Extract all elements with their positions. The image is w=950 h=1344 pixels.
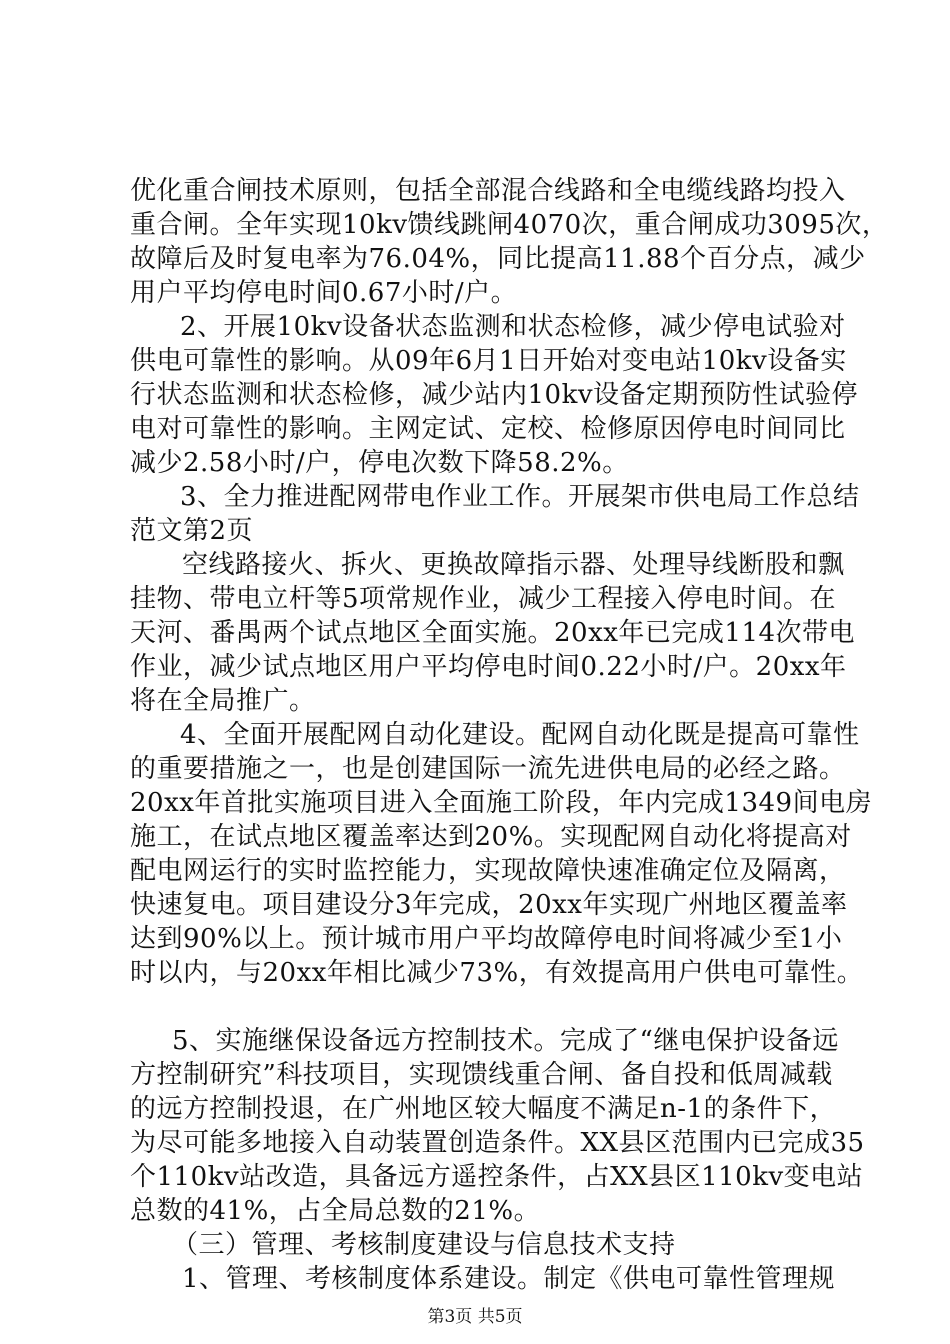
body-text-line: 空线路接火、拆火、更换故障指示器、处理导线断股和飘 (182, 550, 845, 580)
body-text-line: 个110kv站改造，具备远方遥控条件，占XX县区110kv变电站 (130, 1162, 864, 1192)
page-number-footer: 第3页 共5页 (427, 1307, 523, 1327)
body-text-line: 作业，减少试点地区用户平均停电时间0.22小时/户。20xx年 (130, 652, 847, 682)
body-text-line: 范文第2页 (130, 516, 254, 546)
body-text-line: 减少2.58小时/户，停电次数下降58.2%。 (130, 448, 629, 478)
body-text-line: 快速复电。项目建设分3年完成，20xx年实现广州地区覆盖率 (130, 890, 848, 920)
body-text-line: 用户平均停电时间0.67小时/户。 (130, 278, 518, 308)
body-text-line: 2、开展10kv设备状态监测和状态检修，减少停电试验对 (180, 312, 846, 342)
body-text-line: 配电网运行的实时监控能力，实现故障快速准确定位及隔离， (130, 856, 846, 886)
body-text-line: 为尽可能多地接入自动装置创造条件。XX县区范围内已完成35 (130, 1128, 865, 1158)
body-text-line: 20xx年首批实施项目进入全面施工阶段，年内完成1349间电房 (130, 788, 873, 818)
body-text-line: 天河、番禺两个试点地区全面实施。20xx年已完成114次带电 (130, 618, 856, 648)
body-text-line: 将在全局推广。 (130, 686, 316, 716)
body-text-line: 5、实施继保设备远方控制技术。完成了“继电保护设备远 (172, 1026, 839, 1056)
body-text-line: 1、管理、考核制度体系建设。制定《供电可靠性管理规 (182, 1264, 836, 1294)
body-text-line: 挂物、带电立杆等5项常规作业，减少工程接入停电时间。在 (130, 584, 837, 614)
body-text-line: 故障后及时复电率为76.04%，同比提高11.88个百分点，减少 (130, 244, 866, 274)
section-heading: （三）管理、考核制度建设与信息技术支持 (172, 1230, 676, 1260)
body-text-line: 施工，在试点地区覆盖率达到20%。实现配网自动化将提高对 (130, 822, 852, 852)
body-text-line: 行状态监测和状态检修，减少站内10kv设备定期预防性试验停 (130, 380, 859, 410)
body-text-line: 4、全面开展配网自动化建设。配网自动化既是提高可靠性 (180, 720, 860, 750)
body-text-line: 的远方控制投退，在广州地区较大幅度不满足n-1的条件下， (130, 1094, 837, 1124)
body-text-line: 方控制研究”科技项目，实现馈线重合闸、备自投和低周减载 (130, 1060, 833, 1090)
body-text-line: 时以内，与20xx年相比减少73%，有效提高用户供电可靠性。 (130, 958, 864, 988)
body-text-line: 优化重合闸技术原则，包括全部混合线路和全电缆线路均投入 (130, 176, 846, 206)
body-text-line: 达到90%以上。预计城市用户平均故障停电时间将减少至1小 (130, 924, 843, 954)
body-text-line: 3、全力推进配网带电作业工作。开展架市供电局工作总结 (180, 482, 860, 512)
body-text-line: 的重要措施之一，也是创建国际一流先进供电局的必经之路。 (130, 754, 846, 784)
body-text-line: 总数的41%，占全局总数的21%。 (130, 1196, 541, 1226)
body-text-line: 电对可靠性的影响。主网定试、定校、检修原因停电时间同比 (130, 414, 846, 444)
body-text-line: 供电可靠性的影响。从09年6月1日开始对变电站10kv设备实 (130, 346, 847, 376)
body-text-line: 重合闸。全年实现10kv馈线跳闸4070次，重合闸成功3095次， (130, 210, 889, 240)
